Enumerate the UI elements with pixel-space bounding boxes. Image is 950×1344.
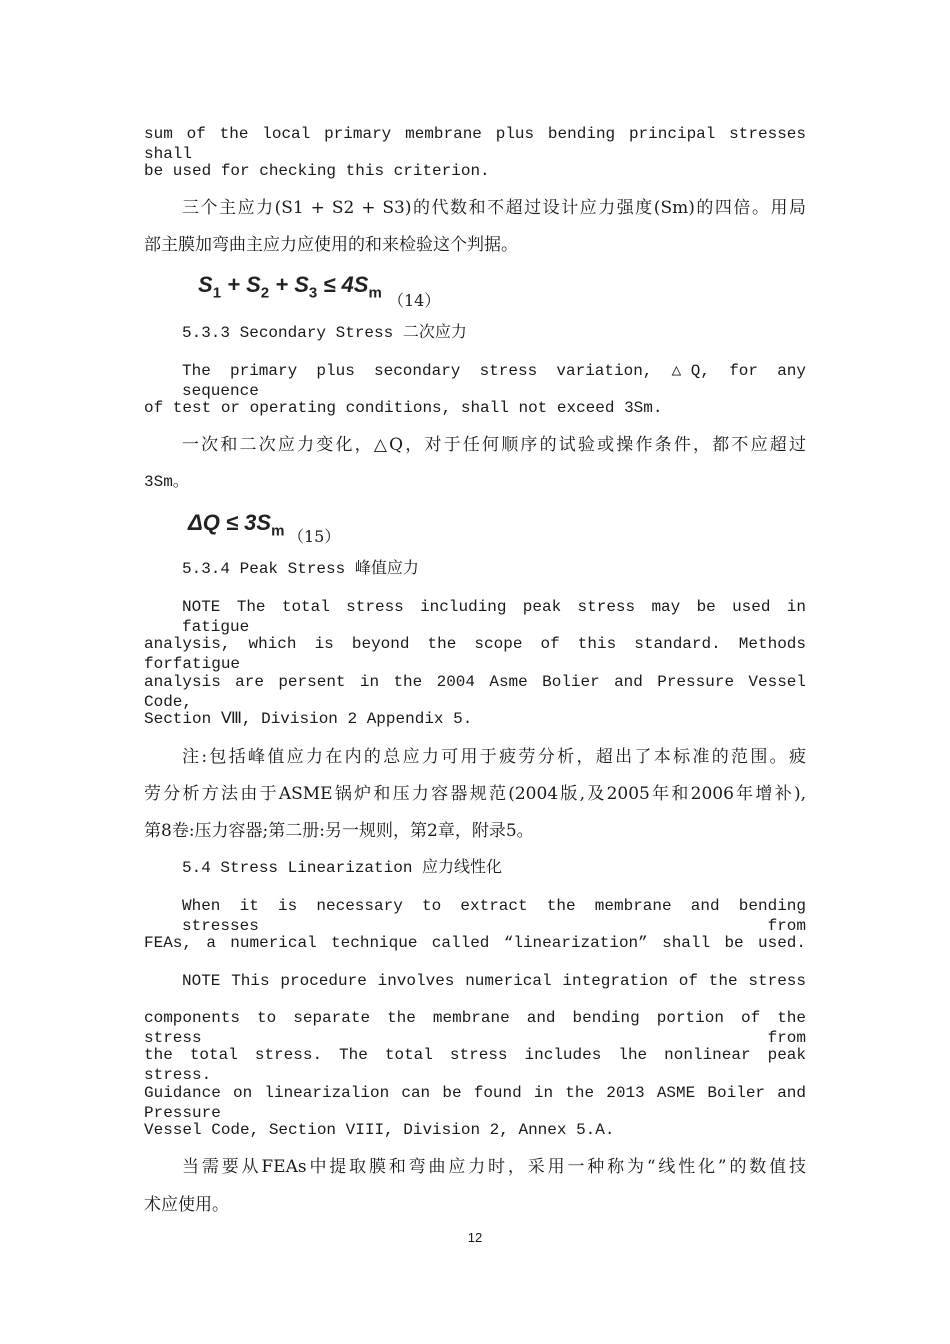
line: analysis are persent in the 2004 Asme Bolier and Pressure Vessel Code, xyxy=(144,673,806,711)
line: 三个主应力(S1 + S2 + S3)的代数和不超过设计应力强度(Sm)的四倍。用局 xyxy=(182,198,806,218)
line: be used for checking this criterion. xyxy=(144,162,490,180)
section-heading: 5.3.3 Secondary Stress 二次应力 xyxy=(182,324,467,342)
line: Vessel Code, Section VIII, Division 2, Annex 5.A. xyxy=(144,1121,615,1139)
line: the total stress. The total stress includes lhe nonlinear peak stress. xyxy=(144,1046,806,1084)
line: Section Ⅷ, Division 2 Appendix 5. xyxy=(144,710,473,728)
line: Guidance on linearizalion can be found in the 2013 ASME Boiler and Pressure xyxy=(144,1084,806,1122)
line: FEAs, a numerical technique called “linearization” shall be used. xyxy=(144,934,806,952)
section-heading: 5.4 Stress Linearization 应力线性化 xyxy=(182,859,503,877)
line: NOTE This procedure involves numerical integration of the stress xyxy=(182,972,806,990)
line: 注:包括峰值应力在内的总应力可用于疲劳分析，超出了本标准的范围。疲 xyxy=(182,747,806,767)
equation-14-label: （14） xyxy=(388,291,441,310)
line: When it is necessary to extract the membrane and bending stresses from xyxy=(182,897,806,935)
line: sum of the local primary membrane plus bending principal stresses shall xyxy=(144,125,806,163)
equation-15: $\Delta Q \le 3S_m$ xyxy=(188,510,285,540)
line: 3Sm。 xyxy=(144,473,189,491)
line: 一次和二次应力变化，△Q，对于任何顺序的试验或操作条件，都不应超过 xyxy=(182,435,806,455)
line: NOTE The total stress including peak stress may be used in fatigue xyxy=(182,598,806,636)
equation-14: $S_1 + S_2 + S_3 \le 4S_m$ xyxy=(198,272,382,302)
line: 第8卷:压力容器;第二册:另一规则，第2章，附录5。 xyxy=(144,821,534,841)
line: components to separate the membrane and bending portion of the stress from xyxy=(144,1009,806,1047)
line: 部主膜加弯曲主应力应使用的和来检验这个判据。 xyxy=(144,235,518,255)
line: analysis, which is beyond the scope of this standard. Methods forfatigue xyxy=(144,635,806,673)
line: of test or operating conditions, shall not exceed 3Sm. xyxy=(144,399,663,417)
line: 劳分析方法由于ASME锅炉和压力容器规范(2004版,及2005年和2006年增补), xyxy=(144,784,806,804)
page-number: 12 xyxy=(467,1230,483,1245)
line: 当需要从FEAs中提取膜和弯曲应力时，采用一种称为“线性化”的数值技 xyxy=(182,1157,806,1177)
section-heading: 5.3.4 Peak Stress 峰值应力 xyxy=(182,560,419,578)
equation-15-label: （15） xyxy=(288,527,341,546)
line: 术应使用。 xyxy=(144,1195,229,1215)
line: The primary plus secondary stress variation, △Q, for any sequence xyxy=(182,362,806,400)
